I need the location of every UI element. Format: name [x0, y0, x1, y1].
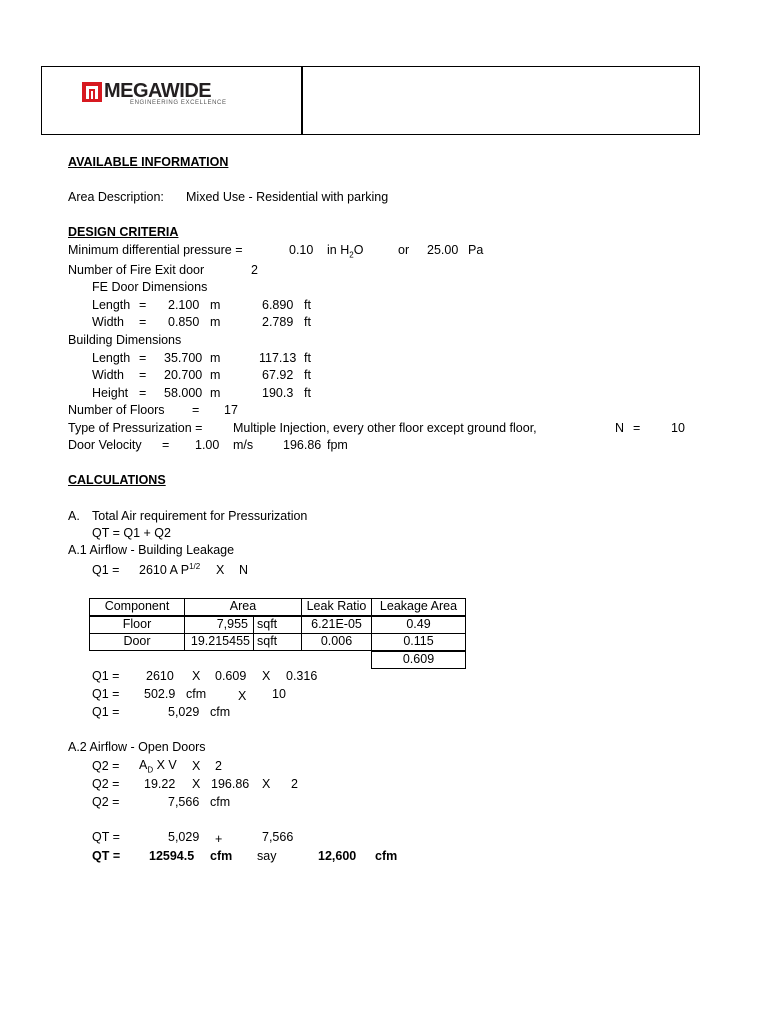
qt-say: say [257, 849, 277, 863]
b-height-m: 58.000 [164, 386, 203, 400]
qt-plus: + [215, 832, 223, 846]
table-header-leakage-area: Leakage Area [371, 598, 466, 616]
q1-unit: cfm [210, 705, 231, 719]
q2-value: 196.86 [211, 777, 250, 791]
qt-rounded-unit: cfm [375, 849, 398, 863]
q1-value: 2610 [146, 669, 174, 683]
q1-value: 502.9 [144, 687, 176, 701]
q1-value: 0.316 [286, 669, 318, 683]
table-cell-component: Door [89, 633, 185, 651]
b-length-ft: 117.13 [259, 351, 297, 365]
b-height-ft: 190.3 [262, 386, 294, 400]
eq-sign: = [139, 351, 147, 365]
door-vel-fpm: 196.86 [283, 438, 322, 452]
qt-formula: QT = Q1 + Q2 [92, 526, 171, 540]
q2-x: X [262, 777, 271, 791]
unit-m: m [210, 368, 221, 382]
q2-formula-x: X [192, 759, 201, 773]
b-length-m: 35.700 [164, 351, 203, 365]
b-length-label: Length [92, 351, 131, 365]
unit-m: m [210, 351, 221, 365]
floors-value: 17 [224, 403, 238, 417]
q2-unit: cfm [210, 795, 231, 809]
section-a-label: A. [68, 509, 80, 523]
qt-total-unit: cfm [210, 849, 233, 863]
q1-x: X [262, 669, 271, 683]
q1-label: Q1 = [92, 705, 120, 719]
qt-value: 5,029 [168, 830, 200, 844]
fe-length-ft: 6.890 [262, 298, 294, 312]
q2-label: Q2 = [92, 777, 120, 791]
eq-sign: = [192, 403, 200, 417]
eq-sign: = [139, 368, 147, 382]
fe-length-m: 2.100 [168, 298, 200, 312]
unit-m: m [210, 298, 221, 312]
megawide-logo [82, 80, 252, 110]
eq-sign: = [139, 298, 147, 312]
press-label: Type of Pressurization = [68, 421, 203, 435]
bldg-dims-label: Building Dimensions [68, 333, 182, 347]
q1-x: X [192, 669, 201, 683]
q2-result: 7,566 [168, 795, 200, 809]
b-width-ft: 67.92 [262, 368, 294, 382]
n-label: N [615, 421, 625, 435]
q2-formula: $A_D$ X V [139, 758, 177, 775]
a2-title: A.2 Airflow - Open Doors [68, 740, 206, 754]
q1-label: Q1 = [92, 687, 120, 701]
pa-value: 25.00 [427, 243, 459, 257]
eq-sign: = [139, 386, 147, 400]
unit-ft: ft [304, 298, 311, 312]
min-dp-label: Minimum differential pressure = [68, 243, 243, 257]
q2-x: X [192, 777, 201, 791]
logo-text: MEGAWIDE [104, 80, 212, 102]
header-divider [301, 66, 303, 135]
table-cell-leakage: 0.49 [371, 616, 466, 634]
fire-exit-label: Number of Fire Exit door [68, 263, 205, 277]
min-dp-value: 0.10 [289, 243, 314, 257]
table-cell-unit: sqft [253, 633, 302, 651]
q2-label: Q2 = [92, 759, 120, 773]
q1-result: 5,029 [168, 705, 200, 719]
door-vel-unit: m/s [233, 438, 254, 452]
q1-formula: 2610 A $P^{1/2}$ [139, 561, 201, 577]
table-cell-leakage: 0.115 [371, 633, 466, 651]
qt-label: QT = [92, 849, 121, 863]
table-header-area: Area [184, 598, 302, 616]
table-total-leakage: 0.609 [371, 651, 466, 669]
pa-unit: Pa [468, 243, 484, 257]
available-heading: AVAILABLE INFORMATION [68, 155, 229, 169]
a1-title: A.1 Airflow - Building Leakage [68, 543, 235, 557]
q1-unit: cfm [186, 687, 207, 701]
q2-value: 19.22 [144, 777, 176, 791]
n-value: 10 [671, 421, 685, 435]
q1-x: X [238, 689, 247, 703]
unit-ft: ft [304, 315, 311, 329]
unit-ft: ft [304, 351, 311, 365]
floors-label: Number of Floors [68, 403, 165, 417]
fe-dims-label: FE Door Dimensions [92, 280, 208, 294]
fe-width-ft: 2.789 [262, 315, 294, 329]
fe-length-label: Length [92, 298, 131, 312]
q2-value: 2 [291, 777, 298, 791]
table-cell-ratio: 0.006 [301, 633, 372, 651]
b-height-label: Height [92, 386, 129, 400]
table-cell-ratio: 6.21E-05 [301, 616, 372, 634]
table-header-leak-ratio: Leak Ratio [301, 598, 372, 616]
b-width-m: 20.700 [164, 368, 203, 382]
eq-sign: = [139, 315, 147, 329]
q1-value: 0.609 [215, 669, 247, 683]
unit-ft: ft [304, 386, 311, 400]
door-vel-value: 1.00 [195, 438, 220, 452]
qt-value: 7,566 [262, 830, 294, 844]
section-a-title: Total Air requirement for Pressurization [92, 509, 308, 523]
door-vel-label: Door Velocity [68, 438, 142, 452]
qt-total: 12594.5 [149, 849, 195, 863]
press-value: Multiple Injection, every other floor except ground floor, [233, 421, 537, 435]
calc-heading: CALCULATIONS [68, 473, 166, 487]
criteria-heading: DESIGN CRITERIA [68, 225, 179, 239]
q2-label: Q2 = [92, 795, 120, 809]
q1-formula-n: N [239, 563, 249, 577]
qt-rounded: 12,600 [318, 849, 357, 863]
q1-label: Q1 = [92, 563, 120, 577]
q1-value: 10 [272, 687, 286, 701]
fpm-unit: fpm [327, 438, 348, 452]
logo-tagline: ENGINEERING EXCELLENCE [130, 100, 227, 106]
min-dp-unit: in $H_2O$ [327, 243, 364, 260]
unit-m: m [210, 315, 221, 329]
table-cell-unit: sqft [253, 616, 302, 634]
unit-m: m [210, 386, 221, 400]
q2-formula-n: 2 [215, 759, 222, 773]
area-value: Mixed Use - Residential with parking [186, 190, 389, 204]
table-cell-area: 7,955 [184, 616, 254, 634]
or-text: or [398, 243, 410, 257]
fe-width-label: Width [92, 315, 124, 329]
table-cell-component: Floor [89, 616, 185, 634]
table-header-component: Component [89, 598, 185, 616]
q1-formula-x: X [216, 563, 225, 577]
eq-sign: = [162, 438, 170, 452]
area-label: Area Description: [68, 190, 164, 204]
b-width-label: Width [92, 368, 124, 382]
fire-exit-value: 2 [251, 263, 258, 277]
logo-mark-icon [82, 82, 102, 102]
table-cell-area: 19.215455 [184, 633, 254, 651]
unit-ft: ft [304, 368, 311, 382]
fe-width-m: 0.850 [168, 315, 200, 329]
qt-label: QT = [92, 830, 120, 844]
eq-sign: = [633, 421, 641, 435]
q1-label: Q1 = [92, 669, 120, 683]
